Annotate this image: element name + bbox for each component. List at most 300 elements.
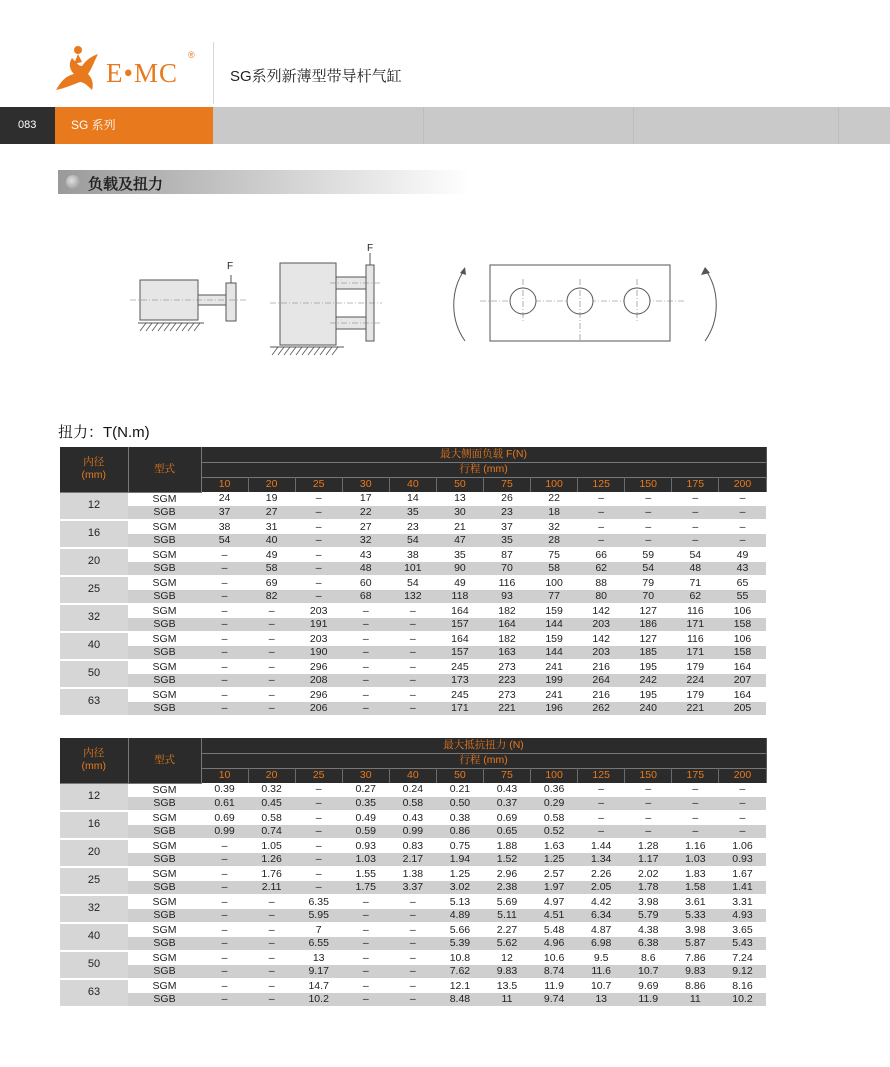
value-cell: 0.36 (531, 783, 578, 797)
value-cell: 4.93 (719, 909, 766, 923)
value-cell: 2.17 (389, 853, 436, 867)
value-cell: 0.32 (248, 783, 295, 797)
value-cell: – (201, 965, 248, 979)
value-cell: 0.49 (342, 811, 389, 825)
value-cell: 1.17 (625, 853, 672, 867)
value-cell: 27 (342, 520, 389, 534)
type-cell: SGM (128, 492, 201, 506)
value-cell: 1.55 (342, 867, 389, 881)
value-cell: 242 (625, 674, 672, 688)
value-cell: 163 (483, 646, 530, 660)
value-cell: – (389, 646, 436, 660)
value-cell: 5.11 (483, 909, 530, 923)
value-cell: 12.1 (436, 979, 483, 993)
type-cell: SGM (128, 951, 201, 965)
value-cell: 0.24 (389, 783, 436, 797)
value-cell: 1.78 (625, 881, 672, 895)
type-cell: SGB (128, 937, 201, 951)
value-cell: 8.16 (719, 979, 766, 993)
value-cell: – (295, 839, 342, 853)
value-cell: – (295, 520, 342, 534)
value-cell: – (248, 604, 295, 618)
value-cell: 7.62 (436, 965, 483, 979)
value-cell: 4.51 (531, 909, 578, 923)
value-cell: 3.02 (436, 881, 483, 895)
type-cell: SGM (128, 811, 201, 825)
value-cell: 157 (436, 618, 483, 632)
value-cell: 199 (531, 674, 578, 688)
value-cell: 13 (578, 993, 625, 1007)
value-cell: 60 (342, 576, 389, 590)
registered-mark: ® (188, 50, 195, 60)
value-cell: – (248, 923, 295, 937)
bore-cell: 16 (60, 811, 128, 839)
value-cell: 1.38 (389, 867, 436, 881)
type-cell: SGM (128, 867, 201, 881)
value-cell: 23 (483, 506, 530, 520)
value-cell: – (201, 702, 248, 716)
value-cell: – (342, 937, 389, 951)
type-cell: SGM (128, 688, 201, 702)
table-row (60, 562, 766, 576)
value-cell: 82 (248, 590, 295, 604)
table-row (60, 993, 766, 1007)
value-cell: 3.98 (672, 923, 719, 937)
value-cell: 17 (342, 492, 389, 506)
type-cell: SGB (128, 646, 201, 660)
value-cell: 0.69 (483, 811, 530, 825)
value-cell: 241 (531, 660, 578, 674)
type-cell: SGB (128, 993, 201, 1007)
value-cell: 221 (483, 702, 530, 716)
value-cell: 40 (248, 534, 295, 548)
value-cell: 13 (295, 951, 342, 965)
value-cell: 18 (531, 506, 578, 520)
value-cell: 0.59 (342, 825, 389, 839)
table-row (60, 534, 766, 548)
value-cell: 216 (578, 688, 625, 702)
value-cell: 164 (719, 688, 766, 702)
value-cell: 26 (483, 492, 530, 506)
stroke-value: 200 (719, 768, 766, 783)
value-cell: 196 (531, 702, 578, 716)
value-cell: 23 (389, 520, 436, 534)
stroke-value: 150 (625, 477, 672, 492)
value-cell: 10.2 (719, 993, 766, 1007)
value-cell: 1.83 (672, 867, 719, 881)
value-cell: 5.87 (672, 937, 719, 951)
value-cell: – (248, 646, 295, 660)
value-cell: 5.39 (436, 937, 483, 951)
value-cell: – (672, 520, 719, 534)
bar-divider (838, 107, 839, 144)
value-cell: 0.65 (483, 825, 530, 839)
value-cell: 2.38 (483, 881, 530, 895)
value-cell: – (295, 576, 342, 590)
value-cell: 10.7 (625, 965, 672, 979)
value-cell: 173 (436, 674, 483, 688)
value-cell: 13.5 (483, 979, 530, 993)
table-row (60, 951, 766, 965)
value-cell: 9.74 (531, 993, 578, 1007)
value-cell: – (578, 492, 625, 506)
value-cell: 19 (248, 492, 295, 506)
type-header: 型式 (128, 447, 201, 492)
value-cell: – (342, 674, 389, 688)
stroke-value: 50 (436, 768, 483, 783)
bore-cell: 63 (60, 979, 128, 1007)
value-cell: 4.87 (578, 923, 625, 937)
value-cell: 101 (389, 562, 436, 576)
value-cell: 1.52 (483, 853, 530, 867)
value-cell: 62 (672, 590, 719, 604)
table-row (60, 839, 766, 853)
value-cell: 116 (672, 604, 719, 618)
value-cell: – (201, 646, 248, 660)
value-cell: 62 (578, 562, 625, 576)
value-cell: – (248, 979, 295, 993)
value-cell: 216 (578, 660, 625, 674)
value-cell: 54 (201, 534, 248, 548)
value-cell: 127 (625, 632, 672, 646)
value-cell: 11.9 (625, 993, 672, 1007)
value-cell: 54 (389, 576, 436, 590)
value-cell: 87 (483, 548, 530, 562)
value-cell: 296 (295, 688, 342, 702)
value-cell: 240 (625, 702, 672, 716)
value-cell: – (342, 632, 389, 646)
value-cell: – (248, 674, 295, 688)
stroke-value: 200 (719, 477, 766, 492)
value-cell: 70 (483, 562, 530, 576)
torque-label: 扭力：T(N.m) (58, 424, 150, 441)
value-cell: – (248, 702, 295, 716)
value-cell: 3.31 (719, 895, 766, 909)
value-cell: – (625, 797, 672, 811)
value-cell: 262 (578, 702, 625, 716)
value-cell: 7 (295, 923, 342, 937)
table-row (60, 965, 766, 979)
value-cell: 0.21 (436, 783, 483, 797)
value-cell: – (578, 797, 625, 811)
value-cell: 0.61 (201, 797, 248, 811)
value-cell: 93 (483, 590, 530, 604)
value-cell: – (201, 909, 248, 923)
value-cell: 5.66 (436, 923, 483, 937)
bore-cell: 50 (60, 951, 128, 979)
value-cell: 4.96 (531, 937, 578, 951)
stroke-value: 25 (295, 768, 342, 783)
type-cell: SGB (128, 506, 201, 520)
value-cell: – (389, 674, 436, 688)
value-cell: 5.33 (672, 909, 719, 923)
value-cell: 79 (625, 576, 672, 590)
table-row (60, 576, 766, 590)
value-cell: – (389, 895, 436, 909)
bore-cell: 16 (60, 520, 128, 548)
value-cell: – (389, 632, 436, 646)
value-cell: 144 (531, 618, 578, 632)
value-cell: 28 (531, 534, 578, 548)
value-cell: 223 (483, 674, 530, 688)
value-cell: 9.17 (295, 965, 342, 979)
value-cell: 0.75 (436, 839, 483, 853)
value-cell: – (295, 797, 342, 811)
table-row (60, 702, 766, 716)
value-cell: 224 (672, 674, 719, 688)
stroke-value: 100 (531, 768, 578, 783)
value-cell: 4.97 (531, 895, 578, 909)
value-cell: – (625, 783, 672, 797)
value-cell: – (201, 590, 248, 604)
value-cell: – (295, 783, 342, 797)
value-cell: 116 (672, 632, 719, 646)
type-cell: SGM (128, 576, 201, 590)
value-cell: 10.7 (578, 979, 625, 993)
bore-header-label: 内径 (83, 456, 105, 469)
value-cell: 14.7 (295, 979, 342, 993)
value-cell: 241 (531, 688, 578, 702)
value-cell: 6.35 (295, 895, 342, 909)
value-cell: 0.39 (201, 783, 248, 797)
value-cell: 182 (483, 632, 530, 646)
value-cell: 164 (483, 618, 530, 632)
type-cell: SGB (128, 797, 201, 811)
type-cell: SGB (128, 618, 201, 632)
value-cell: – (625, 811, 672, 825)
value-cell: 144 (531, 646, 578, 660)
value-cell: 8.6 (625, 951, 672, 965)
value-cell: 0.52 (531, 825, 578, 839)
value-cell: – (295, 811, 342, 825)
bore-header (60, 447, 128, 492)
value-cell: 1.05 (248, 839, 295, 853)
value-cell: 35 (483, 534, 530, 548)
value-cell: 7.24 (719, 951, 766, 965)
value-cell: 207 (719, 674, 766, 688)
value-cell: 49 (719, 548, 766, 562)
table-row (60, 660, 766, 674)
value-cell: 90 (436, 562, 483, 576)
bore-cell: 40 (60, 923, 128, 951)
value-cell: 71 (672, 576, 719, 590)
value-cell: 4.38 (625, 923, 672, 937)
value-cell: – (672, 811, 719, 825)
value-cell: – (578, 534, 625, 548)
value-cell: 80 (578, 590, 625, 604)
value-cell: 2.26 (578, 867, 625, 881)
side-load-diagram-2 (270, 243, 382, 355)
value-cell: 77 (531, 590, 578, 604)
value-cell: 179 (672, 688, 719, 702)
value-cell: 5.79 (625, 909, 672, 923)
value-cell: 264 (578, 674, 625, 688)
table-row (60, 674, 766, 688)
value-cell: 273 (483, 660, 530, 674)
value-cell: – (201, 951, 248, 965)
value-cell: – (248, 909, 295, 923)
value-cell: 142 (578, 632, 625, 646)
page-number: 083 (0, 107, 55, 144)
logo-text: E•MC (106, 58, 178, 88)
value-cell: 0.35 (342, 797, 389, 811)
value-cell: – (248, 618, 295, 632)
value-cell: 164 (436, 632, 483, 646)
value-cell: 1.25 (531, 853, 578, 867)
value-cell: – (719, 825, 766, 839)
force-label-2: F (367, 243, 374, 254)
value-cell: 5.48 (531, 923, 578, 937)
value-cell: – (201, 867, 248, 881)
stroke-value: 75 (483, 768, 530, 783)
stroke-value: 100 (531, 477, 578, 492)
value-cell: 0.99 (201, 825, 248, 839)
value-cell: – (719, 811, 766, 825)
table-row (60, 853, 766, 867)
value-cell: 1.26 (248, 853, 295, 867)
value-cell: – (295, 825, 342, 839)
value-cell: 21 (436, 520, 483, 534)
value-cell: 1.28 (625, 839, 672, 853)
value-cell: 8.48 (436, 993, 483, 1007)
bore-header-unit: (mm) (81, 469, 106, 482)
value-cell: 0.27 (342, 783, 389, 797)
value-cell: 0.38 (436, 811, 483, 825)
type-header: 型式 (128, 738, 201, 783)
type-cell: SGB (128, 853, 201, 867)
value-cell: – (201, 923, 248, 937)
value-cell: – (389, 993, 436, 1007)
value-cell: – (672, 797, 719, 811)
value-cell: 38 (201, 520, 248, 534)
value-cell: 48 (342, 562, 389, 576)
value-cell: 24 (201, 492, 248, 506)
value-cell: 75 (531, 548, 578, 562)
value-cell: 65 (719, 576, 766, 590)
value-cell: – (248, 895, 295, 909)
logo (48, 40, 218, 100)
value-cell: 1.94 (436, 853, 483, 867)
value-cell: – (201, 674, 248, 688)
value-cell: 1.76 (248, 867, 295, 881)
value-cell: 195 (625, 660, 672, 674)
value-cell: – (295, 853, 342, 867)
value-cell: 31 (248, 520, 295, 534)
bar-divider (633, 107, 634, 144)
value-cell: – (248, 660, 295, 674)
stroke-value: 10 (201, 768, 248, 783)
value-cell: – (342, 660, 389, 674)
type-cell: SGM (128, 520, 201, 534)
value-cell: – (342, 604, 389, 618)
horse-rider-logo-icon (48, 40, 108, 100)
value-cell: – (578, 783, 625, 797)
value-cell: 273 (483, 688, 530, 702)
value-cell: 38 (389, 548, 436, 562)
value-cell: – (201, 895, 248, 909)
value-cell: – (672, 492, 719, 506)
table-row (60, 632, 766, 646)
value-cell: 66 (578, 548, 625, 562)
value-cell: 203 (295, 604, 342, 618)
stroke-value: 125 (578, 477, 625, 492)
value-cell: 70 (625, 590, 672, 604)
section-header (58, 170, 470, 194)
value-cell: 37 (201, 506, 248, 520)
value-cell: 190 (295, 646, 342, 660)
value-cell: 3.61 (672, 895, 719, 909)
bore-header (60, 738, 128, 783)
value-cell: – (719, 506, 766, 520)
value-cell: 1.03 (342, 853, 389, 867)
value-cell: 185 (625, 646, 672, 660)
value-cell: 0.93 (719, 853, 766, 867)
value-cell: – (578, 811, 625, 825)
value-cell: 179 (672, 660, 719, 674)
value-cell: – (201, 979, 248, 993)
value-cell: – (389, 688, 436, 702)
value-cell: 48 (672, 562, 719, 576)
value-cell: – (389, 604, 436, 618)
value-cell: – (295, 534, 342, 548)
value-cell: – (389, 979, 436, 993)
value-cell: 2.96 (483, 867, 530, 881)
type-cell: SGM (128, 548, 201, 562)
type-cell: SGB (128, 674, 201, 688)
value-cell: – (295, 867, 342, 881)
value-cell: 245 (436, 660, 483, 674)
value-cell: 1.75 (342, 881, 389, 895)
value-cell: – (342, 688, 389, 702)
value-cell: 43 (342, 548, 389, 562)
value-cell: – (625, 825, 672, 839)
bore-cell: 12 (60, 492, 128, 520)
table-row (60, 520, 766, 534)
value-cell: 10.6 (531, 951, 578, 965)
value-cell: – (201, 688, 248, 702)
value-cell: 171 (672, 646, 719, 660)
value-cell: – (201, 632, 248, 646)
value-cell: 1.97 (531, 881, 578, 895)
main-header: 最大抵抗扭力 (N) (201, 738, 766, 753)
value-cell: – (342, 618, 389, 632)
value-cell: 8.86 (672, 979, 719, 993)
value-cell: 9.12 (719, 965, 766, 979)
table-row (60, 895, 766, 909)
value-cell: – (201, 660, 248, 674)
value-cell: 296 (295, 660, 342, 674)
type-cell: SGM (128, 923, 201, 937)
value-cell: – (295, 590, 342, 604)
bore-cell: 32 (60, 604, 128, 632)
value-cell: – (248, 632, 295, 646)
value-cell: 0.58 (389, 797, 436, 811)
value-cell: 203 (295, 632, 342, 646)
stroke-value: 125 (578, 768, 625, 783)
value-cell: 13 (436, 492, 483, 506)
value-cell: 35 (389, 506, 436, 520)
value-cell: – (201, 993, 248, 1007)
value-cell: 54 (389, 534, 436, 548)
type-cell: SGB (128, 590, 201, 604)
bullet-icon (66, 175, 80, 189)
value-cell: 14 (389, 492, 436, 506)
value-cell: 35 (436, 548, 483, 562)
type-cell: SGB (128, 909, 201, 923)
header-divider (213, 42, 214, 104)
value-cell: 0.43 (483, 783, 530, 797)
value-cell: 245 (436, 688, 483, 702)
